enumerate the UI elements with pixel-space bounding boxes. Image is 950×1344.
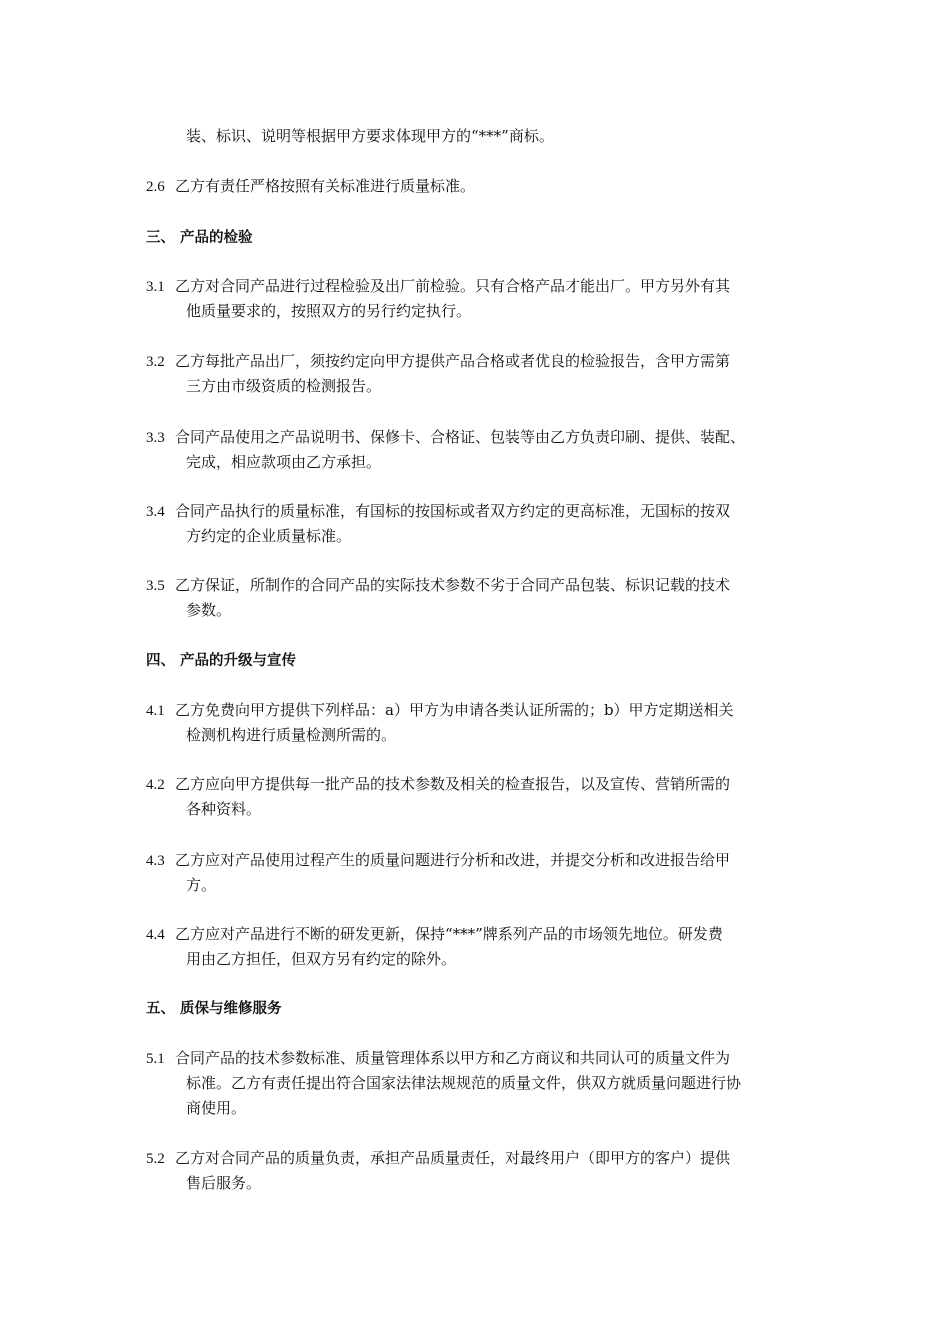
clause-text: 乙方对合同产品进行过程检验及出厂前检验。只有合格产品才能出厂。甲方另外有其 [175,277,731,295]
clause-3-1-line-2: 他质量要求的，按照双方的另行约定执行。 [186,302,472,320]
clause-5-1-line-3: 商使用。 [186,1099,247,1117]
section-heading-3: 三、 产品的检验 [146,230,253,246]
clause-3-1 [146,276,730,297]
clause-text: 合同产品的技术参数标准、质量管理体系以甲方和乙方商议和共同认可的质量文件为 [175,1049,731,1067]
clause-text: 乙方应向甲方提供每一批产品的技术参数及相关的检查报告，以及宣传、营销所需的 [175,775,731,793]
clause-text: 乙方每批产品出厂，须按约定向甲方提供产品合格或者优良的检验报告，含甲方需第 [175,352,731,370]
clause-3-4-line-2: 方约定的企业质量标准。 [186,527,352,545]
clause-text: 乙方保证，所制作的合同产品的实际技术参数不劣于合同产品包装、标识记载的技术 [175,576,731,594]
clause-2-6 [146,176,475,197]
clause-3-3 [146,427,745,448]
clause-number: 5.1 [146,1051,165,1067]
clause-number: 3.2 [146,354,165,370]
clause-number: 4.4 [146,927,165,943]
clause-4-3 [146,850,730,871]
clause-number: 4.2 [146,777,165,793]
clause-4-4-line-2: 用由乙方担任，但双方另有约定的除外。 [186,950,457,968]
clause-number: 3.3 [146,430,165,446]
clause-text: 乙方应对产品进行不断的研发更新，保持“***”牌系列产品的市场领先地位。研发费 [175,925,723,943]
clause-3-2 [146,351,730,372]
clause-5-1 [146,1048,730,1069]
section-heading-5: 五、 质保与维修服务 [146,1001,282,1017]
clause-3-2-line-2: 三方由市级资质的检测报告。 [186,377,382,395]
clause-4-4 [146,924,723,945]
clause-5-1-line-2: 标准。乙方有责任提出符合国家法律法规规范的质量文件，供双方就质量问题进行协 [186,1074,742,1092]
clause-2-5-continuation: 装、标识、说明等根据甲方要求体现甲方的“***”商标。 [186,127,554,145]
clause-3-5-line-2: 参数。 [186,601,232,619]
clause-number: 2.6 [146,179,165,195]
clause-text: 乙方应对产品使用过程产生的质量问题进行分析和改进，并提交分析和改进报告给甲 [175,851,731,869]
clause-text: 合同产品使用之产品说明书、保修卡、合格证、包装等由乙方负责印刷、提供、装配、 [175,428,746,446]
clause-3-3-line-2: 完成，相应款项由乙方承担。 [186,453,382,471]
clause-text: 乙方免费向甲方提供下列样品：a）甲方为申请各类认证所需的；b）甲方定期送相关 [175,701,734,719]
clause-number: 3.5 [146,578,165,594]
clause-4-1 [146,700,734,721]
clause-3-5 [146,575,730,596]
clause-text: 乙方有责任严格按照有关标准进行质量标准。 [175,177,476,195]
clause-text: 乙方对合同产品的质量负责，承担产品质量责任，对最终用户（即甲方的客户）提供 [175,1149,731,1167]
clause-number: 5.2 [146,1151,165,1167]
clause-3-4 [146,501,730,522]
section-heading-4: 四、 产品的升级与宣传 [146,653,297,669]
clause-4-2-line-2: 各种资料。 [186,800,262,818]
clause-number: 3.4 [146,504,165,520]
clause-text: 合同产品执行的质量标准，有国标的按国标或者双方约定的更高标准，无国标的按双 [175,502,731,520]
clause-number: 4.3 [146,853,165,869]
clause-4-2 [146,774,730,795]
clause-4-1-line-2: 检测机构进行质量检测所需的。 [186,726,397,744]
clause-5-2 [146,1148,730,1169]
clause-number: 3.1 [146,279,165,295]
clause-number: 4.1 [146,703,165,719]
clause-5-2-line-2: 售后服务。 [186,1174,262,1192]
clause-4-3-line-2: 方。 [186,876,217,894]
